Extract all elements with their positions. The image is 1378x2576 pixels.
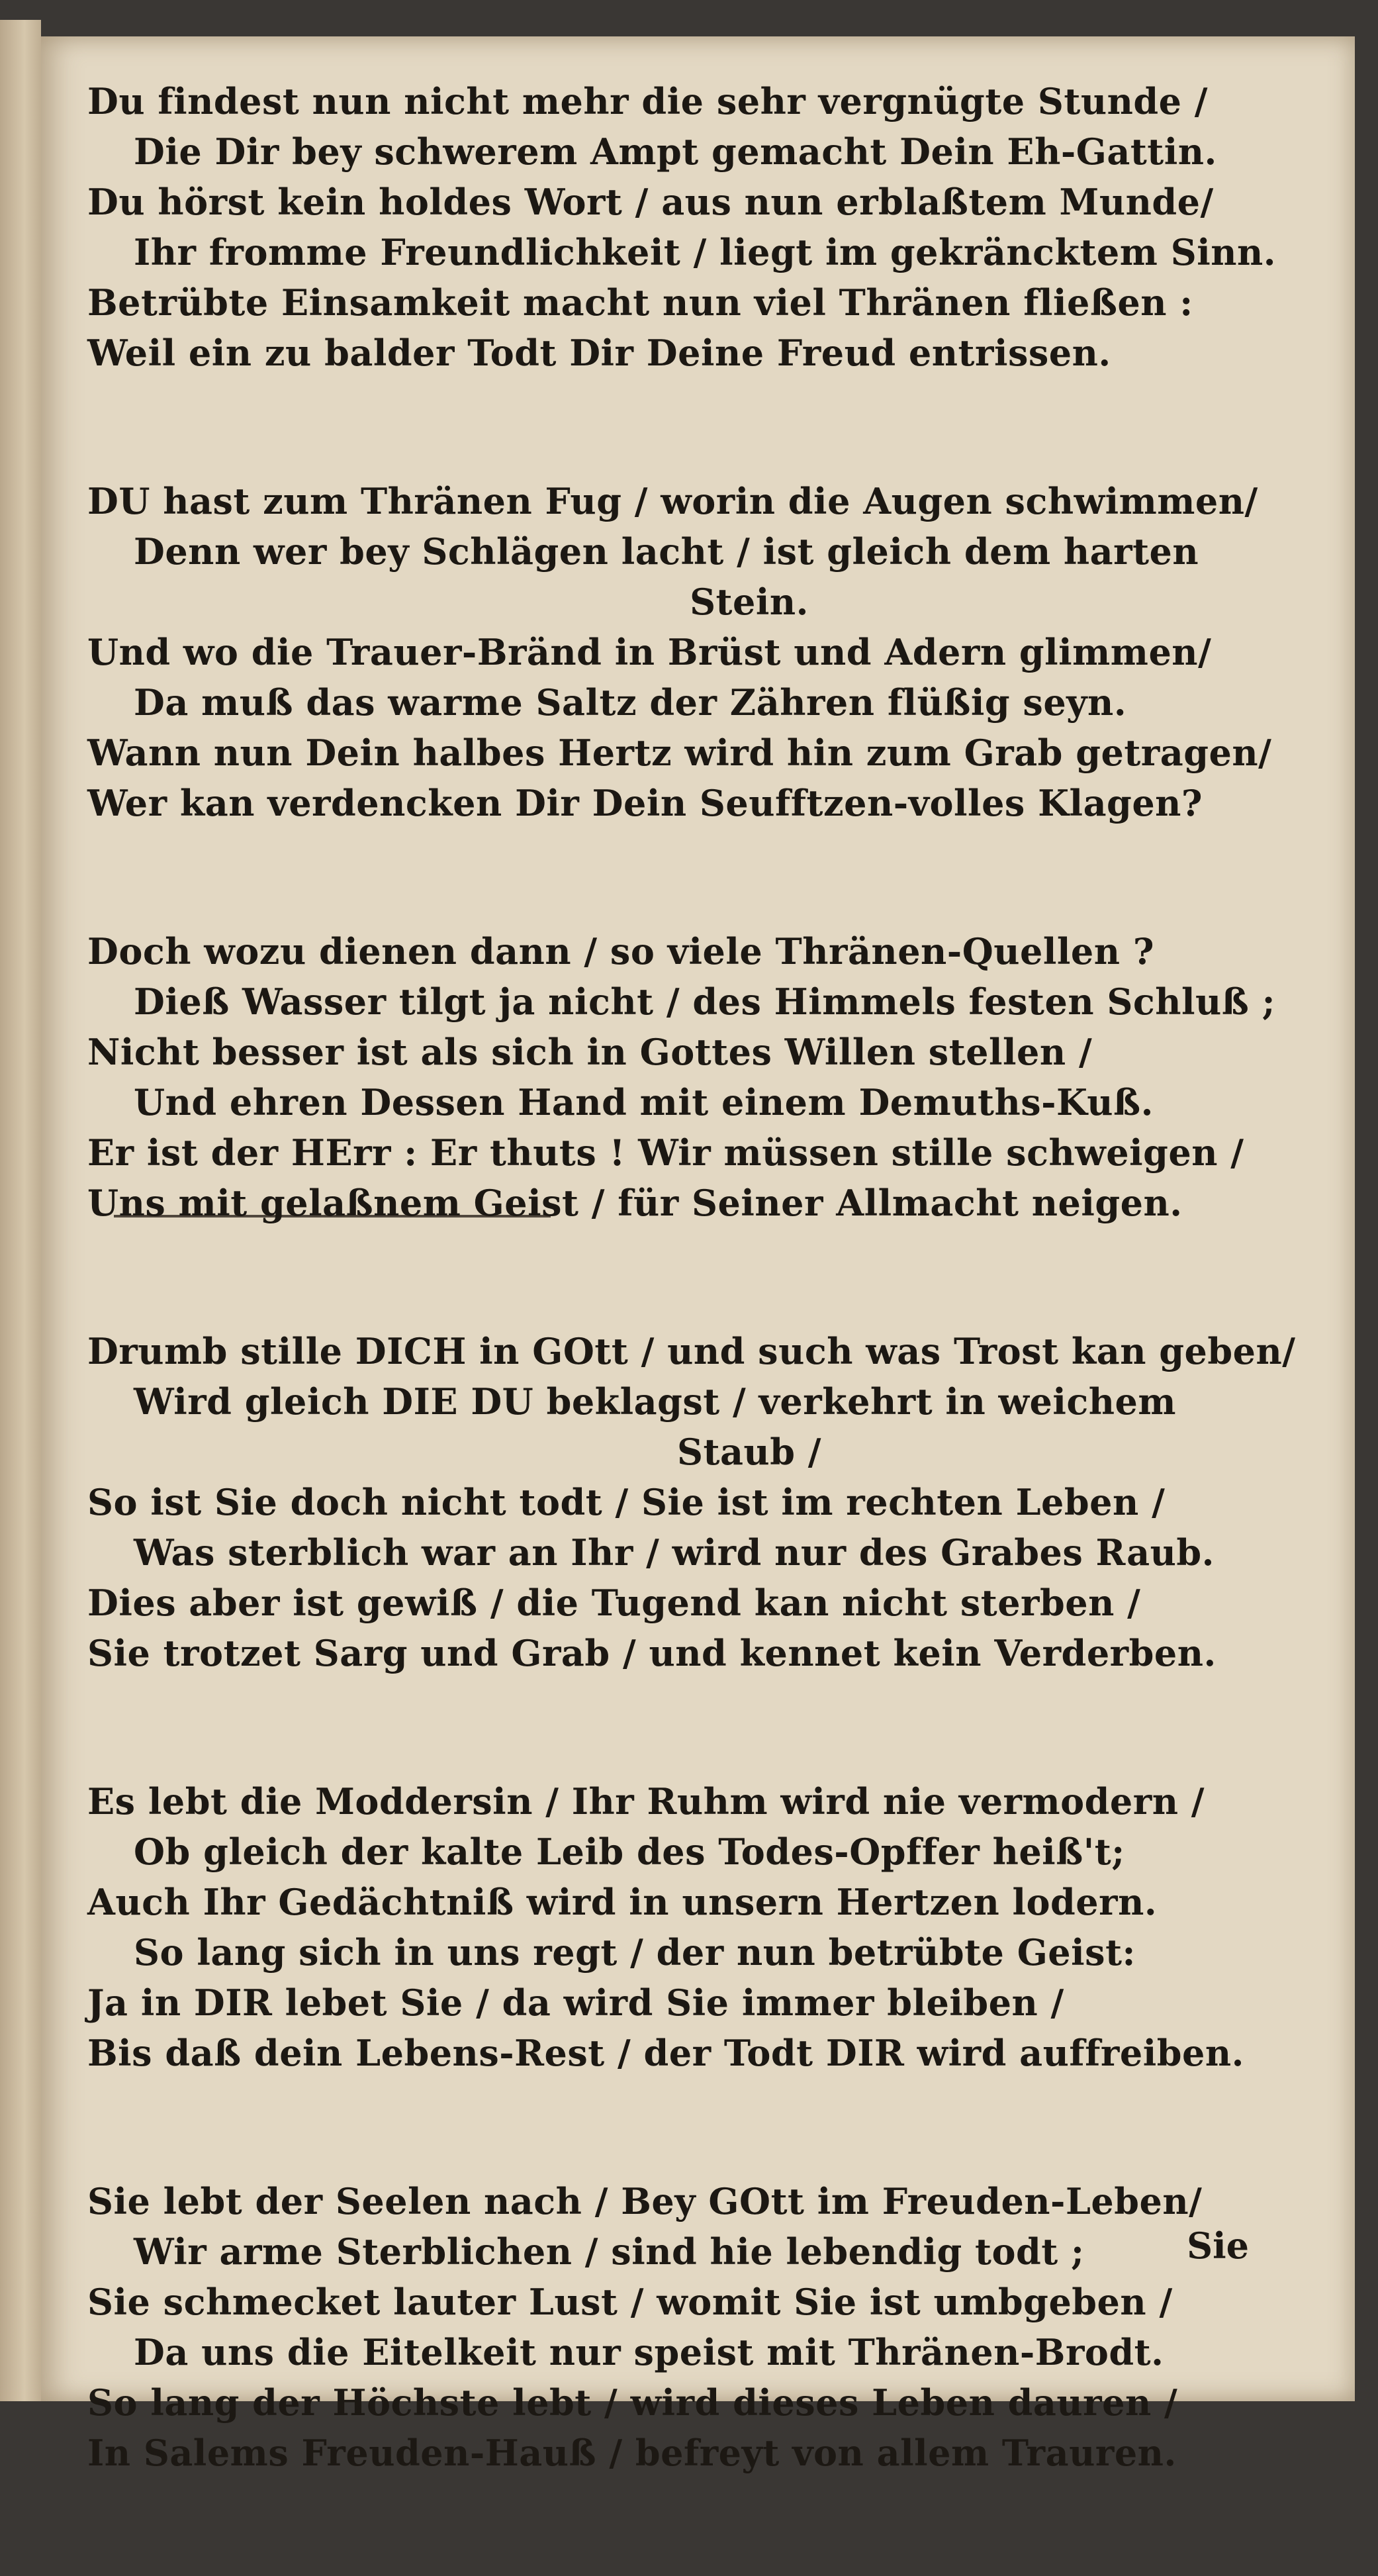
verse-line: Bis daß dein Lebens-Rest / der Todt DIR wird auffreiben. <box>87 2032 1244 2074</box>
stanza-2 <box>87 476 1272 828</box>
verse-line: Wer kan verdencken Dir Dein Seufftzen-volles Klagen? <box>87 782 1203 824</box>
catchword: Sie <box>1187 2224 1249 2267</box>
verse-line: Wir arme Sterblichen / sind hie lebendig todt ; <box>134 2230 1085 2273</box>
stanza-3 <box>87 926 1276 1228</box>
verse-line: Wann nun Dein halbes Hertz wird hin zum Grab getragen/ <box>87 732 1272 774</box>
verse-line: Und ehren Dessen Hand mit einem Demuths-Kuß. <box>134 1081 1154 1123</box>
verse-line: Du hörst kein holdes Wort / aus nun erblaßtem Munde/ <box>87 181 1214 223</box>
stanza-6 <box>87 2176 1239 2478</box>
stanza-5 <box>87 1776 1244 2078</box>
verse-line: Drumb stille DICH in GOtt / und such was Trost kan geben/ <box>87 1330 1296 1372</box>
verse-line: Was sterblich war an Ihr / wird nur des Grabes Raub. <box>134 1531 1215 1574</box>
verse-line: Ob gleich der kalte Leib des Todes-Opffer heiß't; <box>134 1831 1125 1873</box>
verse-line: Er ist der HErr : Er thuts ! Wir müssen stille schweigen / <box>87 1131 1244 1174</box>
verse-line: Da uns die Eitelkeit nur speist mit Thränen-Brodt. <box>134 2331 1164 2373</box>
verse-line: Da muß das warme Saltz der Zähren flüßig seyn. <box>134 681 1127 724</box>
verse-line: So lang der Höchste lebt / wird dieses Leben dauren / <box>87 2381 1178 2424</box>
verse-line: So ist Sie doch nicht todt / Sie ist im rechten Leben / <box>87 1481 1166 1523</box>
verse-line: Wird gleich DIE DU beklagst / verkehrt in weichem <box>134 1380 1176 1423</box>
verse-line-continuation: Stein. <box>690 581 809 623</box>
verse-line: Betrübte Einsamkeit macht nun viel Thränen fließen : <box>87 281 1193 324</box>
poem-body <box>87 76 1296 2576</box>
verse-line: Und wo die Trauer-Bränd in Brüst und Adern glimmen/ <box>87 631 1212 673</box>
verse-line-continuation: Staub / <box>677 1431 821 1473</box>
verse-line: Du findest nun nicht mehr die sehr vergnügte Stunde / <box>87 80 1209 122</box>
verse-line: Uns mit gelaßnem Geist / für Seiner Allmacht neigen. <box>87 1182 1183 1224</box>
verse-line: Ihr fromme Freundlichkeit / liegt im gekräncktem Sinn. <box>134 231 1277 273</box>
verse-line: Weil ein zu balder Todt Dir Deine Freud entrissen. <box>87 332 1111 374</box>
verse-line: DU hast zum Thränen Fug / worin die Augen schwimmen/ <box>87 480 1258 522</box>
adjacent-page-edge <box>0 20 41 2401</box>
book-page <box>41 36 1355 2474</box>
verse-line: So lang sich in uns regt / der nun betrübte Geist: <box>134 1931 1136 1974</box>
verse-line: Nicht besser ist als sich in Gottes Willen stellen / <box>87 1031 1093 1073</box>
verse-line: Auch Ihr Gedächtniß wird in unsern Hertzen lodern. <box>87 1881 1158 1923</box>
verse-line: Sie trotzet Sarg und Grab / und kennet kein Verderben. <box>87 1632 1217 1674</box>
verse-line: Die Dir bey schwerem Ampt gemacht Dein Eh-Gattin. <box>134 130 1217 173</box>
stanza-4 <box>87 1326 1296 1678</box>
verse-line: Dieß Wasser tilgt ja nicht / des Himmels festen Schluß ; <box>134 980 1276 1023</box>
verse-line: Dies aber ist gewiß / die Tugend kan nicht sterben / <box>87 1582 1141 1624</box>
verse-line: In Salems Freuden-Hauß / befreyt von allem Trauren. <box>87 2432 1177 2474</box>
verse-line: Es lebt die Moddersin / Ihr Ruhm wird nie vermodern / <box>87 1780 1205 1823</box>
verse-line: Ja in DIR lebet Sie / da wird Sie immer bleiben / <box>87 1981 1064 2024</box>
verse-line: Doch wozu dienen dann / so viele Thränen-Quellen ? <box>87 930 1154 973</box>
verse-line: Sie schmecket lauter Lust / womit Sie ist umbgeben / <box>87 2281 1173 2323</box>
stanza-1 <box>87 76 1277 378</box>
verse-line: Denn wer bey Schlägen lacht / ist gleich dem harten <box>134 530 1199 573</box>
verse-line: Sie lebt der Seelen nach / Bey GOtt im Freuden-Leben/ <box>87 2180 1203 2222</box>
